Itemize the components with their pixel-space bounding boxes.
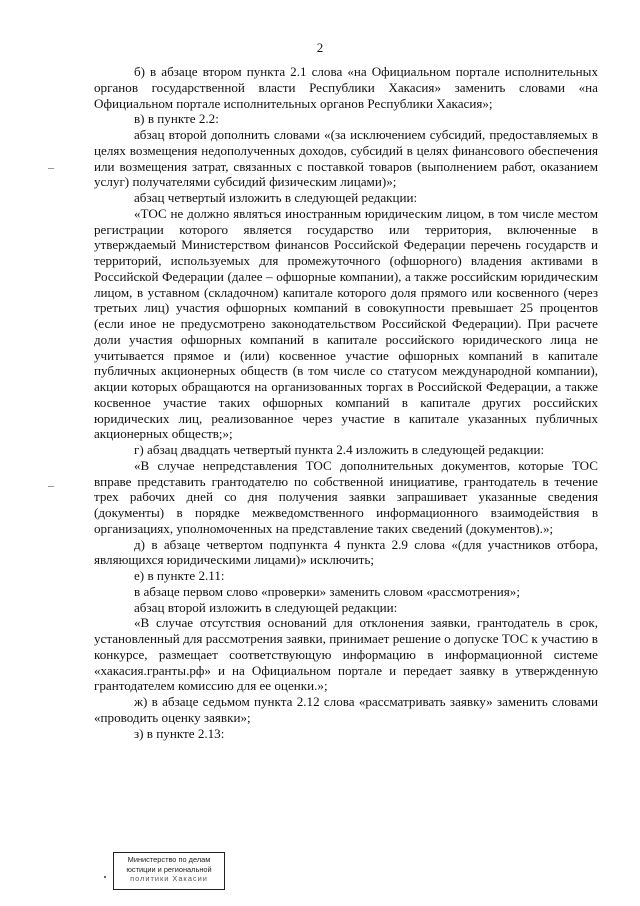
stamp-line: юстиции и региональной <box>126 864 212 874</box>
paragraph: абзац второй дополнить словами «(за исключением субсидий, предоставляемых в целях возмещения недополученных доходов, субсидий в целях финансового обеспечения или возмещения затрат, связанных с поставкой товаров (выполнением работ, оказанием услуг) получателями субсидий физическим лицами)»; <box>94 127 598 190</box>
page-number: 2 <box>316 40 324 55</box>
paragraph-g: г) абзац двадцать четвертый пункта 2.4 изложить в следующей редакции: <box>134 442 545 457</box>
document-body <box>94 64 598 741</box>
paragraph: в абзаце первом слово «проверки» заменить словом «рассмотрения»; <box>134 583 520 599</box>
paragraph-zh: ж) в абзаце седьмом пункта 2.12 слова «рассматривать заявку» заменить словами «проводить оценку заявки»; <box>94 694 598 725</box>
margin-mark <box>48 168 54 169</box>
paragraph: абзац четвертый изложить в следующей редакции: <box>134 190 418 205</box>
stamp-dot <box>104 876 106 878</box>
paragraph-z: з) в пункте 2.13: <box>134 725 225 741</box>
paragraph-d: д) в абзаце четвертом подпункта 4 пункта 2.9 слова «(для участников отбора, являющихся юридическими лицами)» исключить; <box>94 536 598 568</box>
paragraph-b: б) в абзаце втором пункта 2.1 слова «на Официальном портале исполнительных органов государственной власти Республики Хакасия» заменить словами «на Официальном портале исполнительных органов Республики Хакасия»; <box>94 64 598 111</box>
stamp-line: политики Хакасии <box>130 874 208 883</box>
paragraph-v: в) в пункте 2.2: <box>134 111 219 127</box>
quoted-paragraph: «В случае непредставления ТОС дополнительных документов, которые ТОС вправе представить грантодателю по собственной инициативе, грантодатель в течение трех рабочих дней со дня получения заявки запрашивает указанные сведения (документы) в порядке межведомственного информационного взаимодействия в организациях, уполномоченных на представление таких сведений (документов).»; <box>94 457 598 536</box>
stamp-line: Министерство по делам <box>127 855 211 864</box>
paragraph: абзац второй изложить в следующей редакции: <box>134 599 398 615</box>
margin-mark <box>48 486 54 487</box>
registration-stamp <box>113 852 225 890</box>
paragraph-e: е) в пункте 2.11: <box>134 568 225 583</box>
quoted-paragraph: «ТОС не должно являться иностранным юридическим лицом, в том числе местом регистрации которого является государство или территория, включенные в утверждаемый Министерством финансов Российской Федерации перечень государств и территорий, используемых для промежуточного (офшорного) владения активами в Российской Федерации (далее – офшорные компании), а также российским юридическим лицом, в уставном (складочном) капитале которого доля прямого или косвенного (через третьих лиц) участия офшорных компаний в совокупности превышает 25 процентов (если иное не предусмотрено законодательством Российской Федерации). При расчете доли участия офшорных компаний в капитале российского юридического лица не учитывается прямое и (или) косвенное участие офшорных компаний в капитале публичных акционерных обществ (в том числе со статусом международной компании), акции которых обращаются на организованных торгах в Российской Федерации, а также косвенное участие таких офшорных компаний в капитале других российских юридических лиц, реализованное через участие в капитале указанных публичных акционерных обществ;»; <box>94 205 598 442</box>
quoted-paragraph: «В случае отсутствия оснований для отклонения заявки, грантодатель в срок, установленный для рассмотрения заявки, принимает решение о допуске ТОС к участию в конкурсе, размещает соответствующую информацию в информационной системе «хакасия.гранты.рф» и на Официальном портале и передает заявку в утвержденную грантодателем комиссию для ее оценки.»; <box>94 615 598 694</box>
